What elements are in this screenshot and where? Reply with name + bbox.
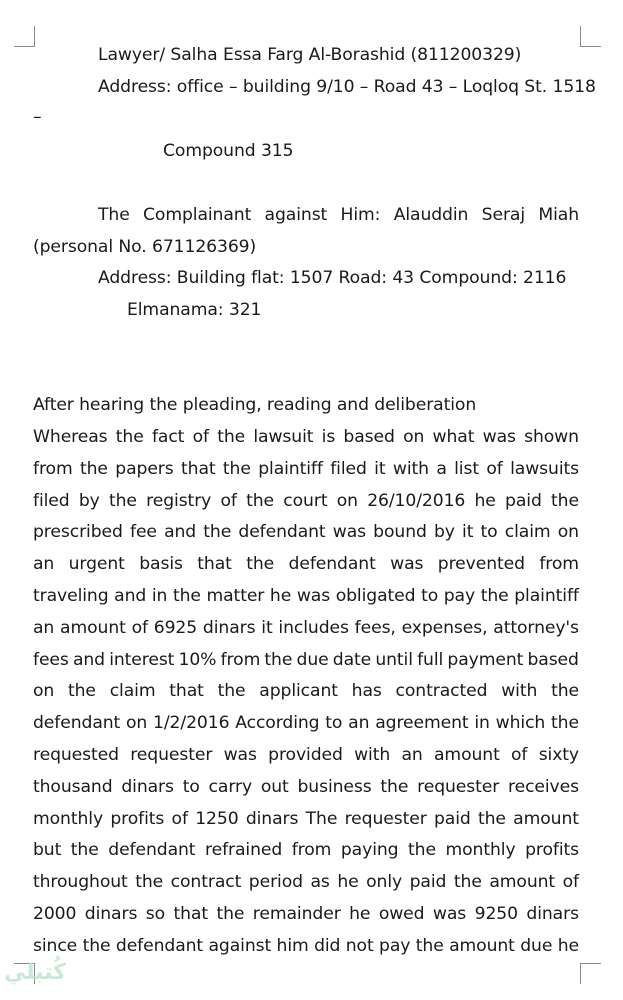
body-word: was xyxy=(332,522,366,543)
body-word: paid xyxy=(433,808,471,829)
body-line xyxy=(33,679,579,703)
complainant-word: Complainant xyxy=(143,205,252,225)
body-word: he xyxy=(337,872,359,893)
body-word: defendant xyxy=(108,840,196,861)
body-word: paid xyxy=(409,872,447,893)
body-word: contracted xyxy=(395,681,488,702)
body-word: the xyxy=(203,522,232,543)
body-word: not xyxy=(345,935,374,956)
body-word: with xyxy=(392,458,429,479)
body-word: and xyxy=(72,649,105,670)
body-word: on xyxy=(557,522,579,543)
body-word: the xyxy=(82,935,111,956)
body-line xyxy=(33,552,579,576)
complainant-word: Seraj xyxy=(481,205,526,225)
body-line xyxy=(33,584,579,608)
crop-mark-top-right xyxy=(580,26,601,47)
body-word: of xyxy=(131,617,148,638)
body-word: expenses, xyxy=(401,617,488,638)
body-word: agreement xyxy=(375,713,469,734)
body-word: based xyxy=(343,427,395,447)
body-word: it xyxy=(374,458,386,479)
complainant-word: Him: xyxy=(340,205,381,225)
body-word: due xyxy=(520,935,553,956)
body-word: on xyxy=(33,681,55,702)
body-word: period xyxy=(248,872,303,893)
body-word: filed xyxy=(330,458,367,479)
body-line xyxy=(33,457,579,481)
body-word: only xyxy=(366,872,403,893)
body-word: to xyxy=(421,586,439,606)
body-word: According xyxy=(235,713,320,734)
body-word: defendant xyxy=(33,713,121,734)
body-word: plaintiff xyxy=(258,458,323,479)
body-word: from xyxy=(220,649,261,670)
body-word: lawsuits xyxy=(510,458,579,479)
address-dash: – xyxy=(33,107,42,127)
body-word: shown xyxy=(524,427,579,447)
body-word: the xyxy=(380,776,409,797)
body-word: the xyxy=(264,649,293,670)
lawyer-address-line: Address: office – building 9/10 – Road 43 – Loqloq St. 1518 xyxy=(98,77,596,97)
body-word: profits xyxy=(525,840,579,861)
body-word: an xyxy=(348,713,370,734)
body-word: refrained xyxy=(205,840,283,861)
complainant-word: Alauddin xyxy=(393,205,469,225)
body-line xyxy=(33,902,579,926)
compound-line: Compound 315 xyxy=(163,141,294,161)
body-word: papers xyxy=(115,458,174,479)
body-word: against xyxy=(208,935,272,956)
body-word: defendant xyxy=(288,554,376,575)
body-word: full xyxy=(417,649,444,670)
body-line xyxy=(33,520,579,544)
body-word: the xyxy=(217,427,246,447)
body-line xyxy=(33,743,579,767)
body-word: as xyxy=(310,872,330,893)
body-word: to xyxy=(182,776,200,797)
body-word: that xyxy=(181,458,216,479)
body-word: on xyxy=(403,427,425,447)
body-word: and xyxy=(114,586,147,606)
body-line xyxy=(33,807,579,831)
body-word: on xyxy=(126,713,148,734)
body-word: an xyxy=(401,745,423,765)
body-word: Whereas xyxy=(33,427,108,447)
body-word: applicant xyxy=(259,681,338,702)
body-word: the xyxy=(108,490,137,511)
body-word: is xyxy=(321,427,336,447)
body-word: owed xyxy=(378,904,425,924)
body-word: and xyxy=(164,522,197,543)
body-word: 10% xyxy=(178,649,217,670)
body-word: prevented xyxy=(437,554,525,575)
body-word: contract xyxy=(170,872,242,893)
body-word: dinars xyxy=(526,904,579,924)
body-line xyxy=(33,711,579,735)
body-word: on xyxy=(336,490,358,511)
body-word: requester xyxy=(344,808,427,829)
body-word: was xyxy=(432,904,467,924)
body-word: bound xyxy=(373,522,427,543)
body-word: in xyxy=(151,586,168,606)
body-word: pay xyxy=(379,935,411,956)
body-word: he xyxy=(349,904,371,924)
body-word: registry xyxy=(146,490,212,511)
body-word: includes xyxy=(278,617,349,638)
body-line xyxy=(33,775,579,799)
body-word: until xyxy=(375,649,413,670)
body-word: amount xyxy=(60,617,126,638)
body-word: traveling xyxy=(33,586,109,606)
body-word: requester xyxy=(130,745,213,765)
body-word: dinars xyxy=(121,776,174,797)
body-word: the xyxy=(79,458,108,479)
body-word: was xyxy=(482,427,516,447)
body-word: interest xyxy=(109,649,175,670)
body-word: from xyxy=(33,458,73,479)
body-word: the xyxy=(551,681,579,702)
body-word: matter xyxy=(206,586,265,606)
body-word: defendant xyxy=(238,522,326,543)
body-word: sixty xyxy=(538,745,579,765)
body-word: an xyxy=(33,554,55,575)
body-first-line: After hearing the pleading, reading and deliberation xyxy=(33,395,477,415)
body-word: receives xyxy=(508,776,579,797)
body-word: was xyxy=(223,745,257,765)
body-word: claim xyxy=(504,522,551,543)
body-line xyxy=(33,648,579,672)
complainant-word: The xyxy=(98,205,130,225)
body-word: the xyxy=(217,681,246,702)
crop-mark-bottom-right xyxy=(580,963,601,984)
body-word: of xyxy=(171,808,188,829)
body-word: that xyxy=(169,681,204,702)
body-word: 1250 xyxy=(195,808,239,829)
body-word: fees xyxy=(33,649,69,670)
body-word: amount xyxy=(513,808,579,829)
body-word: the xyxy=(480,586,509,606)
body-word: the xyxy=(135,872,164,893)
body-line xyxy=(33,616,579,640)
body-word: court xyxy=(283,490,328,511)
body-word: The xyxy=(305,808,338,829)
body-word: out xyxy=(260,776,289,797)
body-word: the xyxy=(115,427,144,447)
body-word: with xyxy=(501,681,538,702)
body-word: he xyxy=(557,935,579,956)
body-word: was xyxy=(296,586,331,606)
body-word: he xyxy=(269,586,292,606)
body-word: claim xyxy=(109,681,156,702)
body-word: dinars xyxy=(245,808,299,829)
body-word: has xyxy=(351,681,382,702)
body-word: of xyxy=(192,427,209,447)
body-word: provided xyxy=(268,745,343,765)
body-word: from xyxy=(539,554,579,575)
body-word: business xyxy=(297,776,372,797)
body-word: in xyxy=(474,713,490,734)
body-word: 6925 xyxy=(153,617,198,638)
body-word: thousand xyxy=(33,776,113,797)
body-word: the xyxy=(408,840,436,861)
body-word: the xyxy=(216,904,245,924)
body-word: fact xyxy=(151,427,185,447)
body-word: date xyxy=(332,649,372,670)
body-word: an xyxy=(33,617,55,638)
body-word: which xyxy=(495,713,546,734)
body-word: defendant xyxy=(115,935,204,956)
body-line xyxy=(33,934,579,958)
body-word: to xyxy=(325,713,343,734)
body-word: the xyxy=(172,586,201,606)
complainant-word: against xyxy=(264,205,328,225)
body-word: lawsuit xyxy=(253,427,314,447)
watermark-logo: كُتبلي xyxy=(4,960,66,985)
body-word: throughout xyxy=(33,872,128,893)
body-word: but xyxy=(33,840,62,861)
body-word: attorney's xyxy=(493,617,579,638)
body-word: with xyxy=(354,745,391,765)
body-word: dinars xyxy=(84,904,138,924)
body-word: 1/2/2016 xyxy=(153,713,230,734)
body-line xyxy=(33,425,579,449)
body-word: the xyxy=(415,935,444,956)
body-word: the xyxy=(70,840,99,861)
body-word: so xyxy=(145,904,166,924)
body-word: filed xyxy=(33,490,70,511)
body-word: the xyxy=(222,458,251,479)
body-word: prescribed xyxy=(33,522,123,543)
body-word: basis xyxy=(139,554,183,575)
body-word: did xyxy=(314,935,341,956)
body-word: that xyxy=(197,554,232,575)
body-word: remainder xyxy=(252,904,341,924)
complainant-elmanama-line: Elmanama: 321 xyxy=(127,300,262,320)
body-word: 2000 xyxy=(33,904,77,924)
body-line xyxy=(33,489,579,513)
body-word: dinars xyxy=(202,617,256,638)
body-line xyxy=(33,870,579,894)
body-word: 26/10/2016 xyxy=(367,490,466,511)
body-word: list xyxy=(454,458,479,479)
body-word: of xyxy=(562,872,579,893)
body-word: the xyxy=(551,490,579,511)
complainant-personal-no: (personal No. 671126369) xyxy=(33,237,257,257)
complainant-word: Miah xyxy=(538,205,579,225)
body-word: was xyxy=(390,554,424,575)
body-word: by xyxy=(78,490,100,511)
body-line xyxy=(33,838,579,862)
body-word: amount xyxy=(489,872,556,893)
complainant-address-line: Address: Building flat: 1507 Road: 43 Compound: 2116 xyxy=(98,268,567,288)
body-word: due xyxy=(296,649,329,670)
body-word: since xyxy=(33,935,78,956)
body-word: what xyxy=(432,427,475,447)
body-word: payment xyxy=(447,649,524,670)
body-word: the xyxy=(477,808,506,829)
lawyer-line: Lawyer/ Salha Essa Farg Al-Borashid (811200329) xyxy=(98,45,522,65)
body-word: to xyxy=(480,522,498,543)
body-word: the xyxy=(68,681,96,702)
body-word: a xyxy=(436,458,447,479)
body-word: obligated xyxy=(335,586,416,606)
crop-mark-top-left xyxy=(14,26,35,47)
body-word: profits xyxy=(110,808,165,829)
body-word: requested xyxy=(33,745,119,765)
body-word: pay xyxy=(443,586,476,606)
body-word: amount xyxy=(434,745,500,765)
body-word: 9250 xyxy=(474,904,518,924)
complainant-line xyxy=(98,203,579,227)
body-word: that xyxy=(173,904,208,924)
body-word: the xyxy=(246,490,275,511)
body-word: by xyxy=(433,522,455,543)
body-word: plaintiff xyxy=(514,586,579,606)
body-word: from xyxy=(291,840,332,861)
body-word: the xyxy=(551,713,579,734)
body-word: fee xyxy=(130,522,157,543)
body-word: requester xyxy=(417,776,500,797)
body-word: monthly xyxy=(445,840,516,861)
body-word: amount xyxy=(449,935,515,956)
body-word: of xyxy=(220,490,237,511)
body-word: it xyxy=(261,617,273,638)
body-word: he xyxy=(474,490,496,511)
body-word: fees, xyxy=(354,617,396,638)
body-word: it xyxy=(462,522,474,543)
body-word: paid xyxy=(505,490,542,511)
body-word: the xyxy=(246,554,275,575)
body-word: of xyxy=(486,458,503,479)
body-word: based xyxy=(527,649,579,670)
body-word: monthly xyxy=(33,808,104,829)
body-word: urgent xyxy=(68,554,125,575)
body-word: carry xyxy=(208,776,253,797)
body-word: of xyxy=(511,745,528,765)
body-word: him xyxy=(276,935,309,956)
body-word: paying xyxy=(340,840,399,861)
body-word: the xyxy=(453,872,482,893)
